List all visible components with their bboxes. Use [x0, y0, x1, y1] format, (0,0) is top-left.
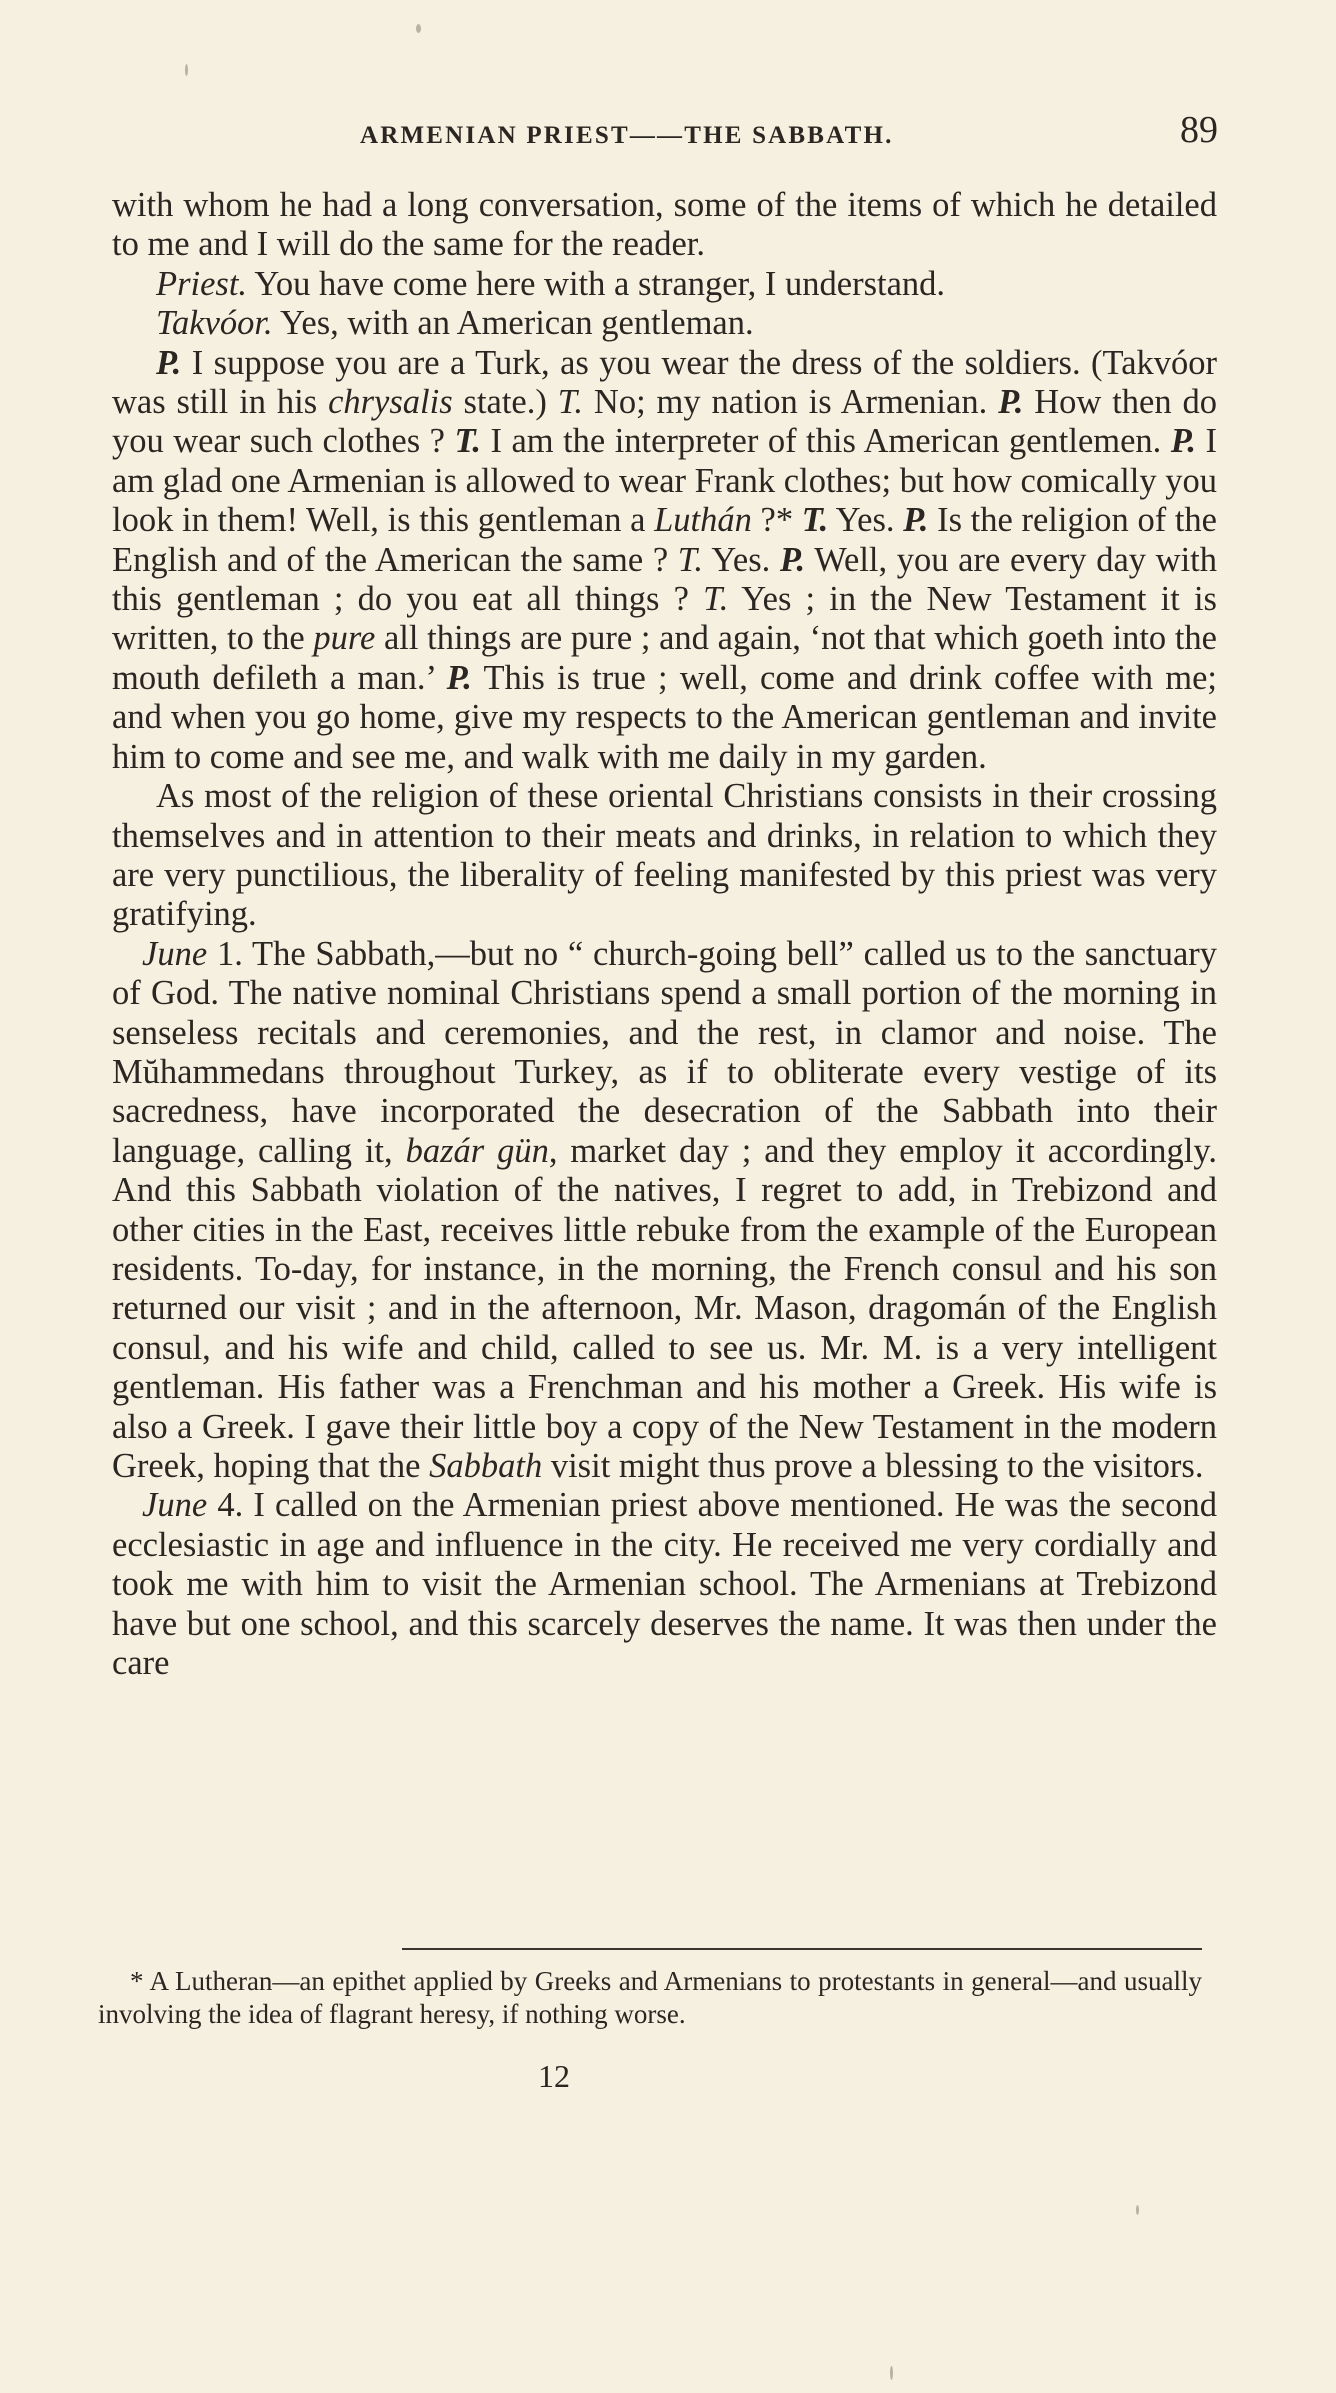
running-head [110, 108, 1218, 158]
italic-term: Luthán [654, 501, 752, 540]
ink-speck [416, 24, 421, 33]
dialogue-text: You have come here with a stranger, I understand. [247, 264, 946, 303]
italic-term: chrysalis [328, 383, 453, 422]
dialogue-text: Yes. [703, 540, 780, 579]
footnote-divider [402, 1948, 1202, 1950]
dialogue-text: Yes, with an American gentleman. [272, 304, 754, 343]
ink-speck [890, 2366, 893, 2380]
dialogue-text: Yes ; in the New Testament it is written, to the [112, 580, 1217, 658]
journal-entry-june-4 [112, 1486, 1217, 1683]
dialogue-text: How then do you wear such clothes ? [112, 383, 1217, 461]
ink-speck [185, 64, 188, 76]
dialogue-text: Well, you are every day with this gentleman ; do you eat all things ? [112, 540, 1218, 619]
italic-term: pure [313, 619, 376, 658]
dialogue-exchange [112, 344, 1217, 777]
dialogue-text: Yes. [828, 501, 904, 540]
paragraph-reflection [112, 777, 1217, 935]
speaker-label: T. [557, 383, 584, 422]
running-title: ARMENIAN PRIEST——THE SABBATH. [360, 122, 894, 149]
paragraph-text: with whom he had a long conversation, some of the items of which he detailed to me and I will do the same for the reader. [112, 186, 1217, 264]
paragraph-text: As most of the religion of these oriental Christians consists in their crossing themselves and in attention to their meats and drinks, in relation to which they are very punctilious, the liberality of feeling manifested by this priest was very gratifying. [112, 777, 1217, 934]
entry-date: June [142, 1486, 208, 1525]
dialogue-text: No; my nation is Armenian. [583, 383, 999, 422]
speaker-label: P. [998, 383, 1024, 422]
entry-date: June [142, 934, 208, 973]
main-text [112, 186, 1217, 1683]
dialogue-text: Is the religion of the English and of the American the same ? [112, 501, 1217, 579]
dialogue-takvoor [112, 304, 1217, 343]
speaker-label: T. [454, 422, 481, 461]
dialogue-text: state.) [452, 383, 558, 422]
paragraph-continuation [112, 186, 1217, 265]
speaker-label: P. [903, 501, 929, 540]
ink-speck [1136, 2205, 1139, 2215]
footnote: * A Lutheran—an epithet applied by Greeks and Armenians to protestants in general—and usually involving the idea of flagrant heresy, if nothing worse. [98, 1966, 1202, 2029]
journal-entry-june-1 [112, 935, 1217, 1487]
paragraph-text: 1. The Sabbath,—but no “ church-going bell” called us to the sanctuary of God. The native nominal Christians spend a small portion of the morning in senseless recitals and ceremonies, and the rest, in clamor and noise. The Mŭhammedans throughout Turkey, as if to obliterate every vestige of its sacredness, have incorporated the desecration of the Sabbath into their language, calling it, [112, 934, 1217, 1170]
paragraph-text: 4. I called on the Armenian priest above mentioned. He was the second ecclesiastic in age and influence in the city. He received me very cordially and took me with him to visit the Armenian school. The Armenians at Trebizond have but one school, and this scarcely deserves the name. It was then under the care [112, 1486, 1217, 1683]
speaker-label: P. [446, 658, 472, 697]
speaker-label: P. [1170, 422, 1197, 461]
speaker-label: Priest. [156, 264, 248, 303]
dialogue-text: This is true ; well, come and drink coffee with me; and when you go home, give my respects to the American gentleman and invite him to come and see me, and walk with me daily in my garden. [112, 658, 1217, 776]
paragraph-text: visit might thus prove a blessing to the visitors. [542, 1447, 1204, 1485]
italic-term: bazár gün [405, 1131, 549, 1170]
speaker-label: T. [703, 580, 729, 619]
speaker-label: P. [156, 343, 182, 382]
dialogue-text: I am glad one Armenian is allowed to wear Frank clothes; but how comically you look in them! Well, is this gentleman a [112, 422, 1217, 540]
italic-term: Sabbath [429, 1447, 543, 1485]
dialogue-text: all things are pure ; and again, ‘not that which goeth into the mouth defileth a man.’ [112, 619, 1217, 697]
signature-mark: 12 [538, 2058, 570, 2094]
dialogue-text: I am the interpreter of this American gentlemen. [481, 422, 1171, 461]
speaker-label: P. [779, 540, 806, 579]
speaker-label: Takvóor. [156, 304, 273, 343]
speaker-label: T. [801, 501, 829, 540]
dialogue-text: I suppose you are a Turk, as you wear the dress of the soldiers. (Takvóor was still in his [112, 343, 1217, 422]
dialogue-text: ?* [751, 501, 802, 540]
dialogue-priest [112, 265, 1217, 304]
paragraph-text: , market day ; and they employ it accordingly. And this Sabbath violation of the natives, I regret to add, in Trebizond and other cities in the East, receives little rebuke from the example of the European residents. To-day, for instance, in the morning, the French consul and his son returned our visit ; and in the afternoon, Mr. Mason, dragomán of the English consul, and his wife and child, called to see us. Mr. M. is a very intelligent gentleman. His father was a Frenchman and his mother a Greek. His wife is also a Greek. I gave their little boy a copy of the New Testament in the modern Greek, hoping that the [112, 1131, 1218, 1485]
speaker-label: T. [677, 540, 704, 579]
page-number: 89 [1180, 109, 1218, 151]
